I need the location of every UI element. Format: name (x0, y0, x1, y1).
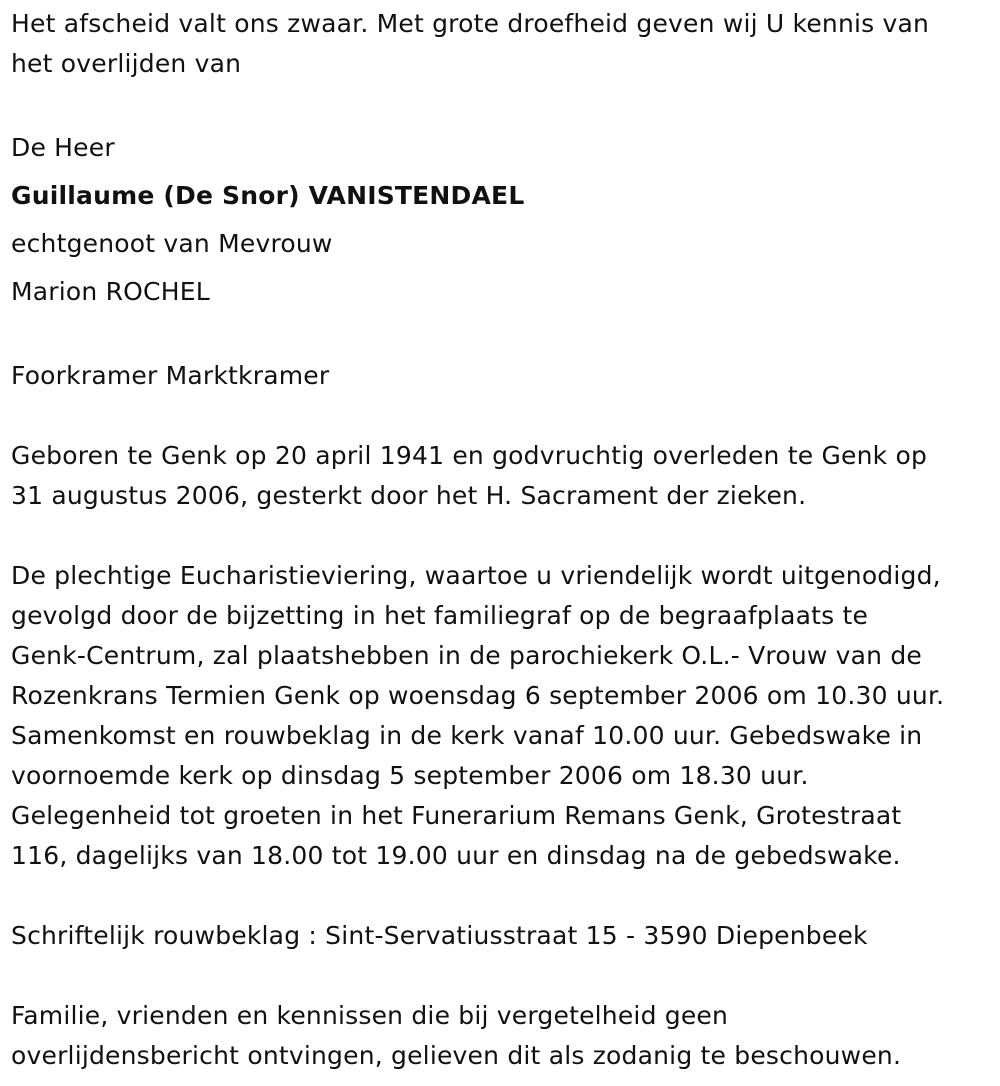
spacer (11, 396, 996, 436)
spacer (11, 316, 996, 356)
birth-death-text: Geboren te Genk op 20 april 1941 en godvruchtig overleden te Genk op 31 augustus 2006, gesterkt door het H. Sacrament der zieken. (11, 441, 928, 510)
deceased-name: Guillaume (De Snor) VANISTENDAEL (11, 181, 525, 210)
spouse-prefix: echtgenoot van Mevrouw (11, 229, 333, 258)
spacer (11, 84, 996, 124)
spacer (11, 876, 996, 916)
spacer (11, 516, 996, 556)
spouse-name: Marion ROCHEL (11, 277, 210, 306)
condolence-address: Schriftelijk rouwbeklag : Sint-Servatiusstraat 15 - 3590 Diepenbeek (11, 921, 868, 950)
occupation: Foorkramer Marktkramer (11, 361, 330, 390)
spacer (11, 956, 996, 996)
closing-text: Familie, vrienden en kennissen die bij vergetelheid geen overlijdensbericht ontvingen, gelieven dit als zodanig te beschouwen. (11, 1001, 902, 1070)
intro-text: Het afscheid valt ons zwaar. Met grote droefheid geven wij U kennis van het overlijden van (11, 9, 930, 78)
obituary-notice (11, 4, 996, 1076)
ceremony-text: De plechtige Eucharistieviering, waartoe u vriendelijk wordt uitgenodigd, gevolgd door de bijzetting in het familiegraf op de begraafplaats te Genk-Centrum, zal plaatshebben in de parochiekerk O.L.- Vrouw van de Rozenkrans Termien Genk op woensdag 6 september 2006 om 10.30 uur. Samenkomst en rouwbeklag in de kerk vanaf 10.00 uur. Gebedswake in voornoemde kerk op dinsdag 5 september 2006 om 18.30 uur. Gelegenheid tot groeten in het Funerarium Remans Genk, Grotestraat 116, dagelijks van 18.00 tot 19.00 uur en dinsdag na de gebedswake. (11, 561, 945, 870)
honorific: De Heer (11, 133, 115, 162)
